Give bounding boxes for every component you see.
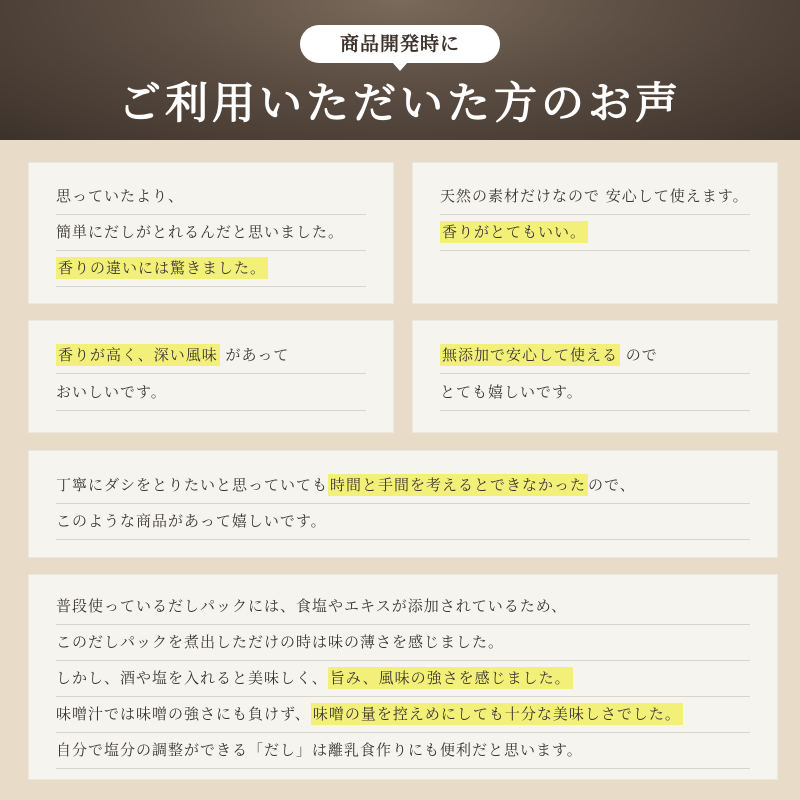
testimonial-text: 簡単にだしがとれるんだと思いました。 (56, 223, 345, 241)
testimonial-card-3 (28, 320, 394, 433)
highlighted-text: 香りの違いには驚きました。 (58, 259, 267, 277)
testimonial-text: 天然の素材だけなので 安心して使えます。 (440, 187, 749, 205)
testimonial-line (440, 178, 750, 215)
testimonial-line (56, 696, 750, 733)
testimonial-text: ので、 (588, 476, 636, 494)
testimonial-card-1 (28, 162, 394, 304)
testimonial-line (56, 588, 750, 625)
testimonial-line (56, 214, 366, 251)
testimonial-text: とても嬉しいです。 (440, 383, 583, 401)
highlighted-text: 香りがとてもいい。 (442, 223, 587, 241)
testimonial-line (56, 467, 750, 504)
testimonial-line (56, 732, 750, 769)
testimonial-line (56, 178, 366, 215)
testimonial-text: このような商品があって嬉しいです。 (56, 512, 327, 530)
page-title: ご利用いただいた方のお声 (118, 79, 682, 129)
highlighted-text: 無添加で安心して使える (442, 346, 619, 364)
testimonial-text: 味噌汁では味噌の強さにも負けず、 (56, 705, 311, 723)
testimonial-text: ので (620, 346, 658, 364)
testimonial-card-4 (412, 320, 778, 433)
highlighted-text: 旨み、風味の強さを感じました。 (329, 669, 571, 687)
header-banner (0, 0, 800, 140)
testimonial-line (440, 374, 750, 411)
header-badge: 商品開発時に (300, 25, 500, 63)
testimonial-card-6 (28, 574, 778, 780)
highlighted-text: 時間と手間を考えるとできなかった (330, 476, 587, 494)
testimonial-line (440, 337, 750, 374)
testimonial-line (56, 660, 750, 697)
testimonial-text: しかし、酒や塩を入れると美味しく、 (56, 669, 328, 687)
testimonial-text: があって (219, 346, 290, 364)
testimonial-text: 自分で塩分の調整ができる「だし」は離乳食作りにも便利だと思います。 (56, 741, 583, 759)
testimonial-text: おいしいです。 (56, 383, 167, 401)
testimonial-card-2 (412, 162, 778, 304)
testimonial-text: 普段使っているだしパックには、食塩やエキスが添加されているため、 (56, 597, 568, 615)
testimonial-text: 思っていたより、 (56, 187, 185, 205)
testimonial-line (56, 250, 366, 287)
highlighted-text: 香りが高く、深い風味 (58, 346, 218, 364)
testimonial-text: 丁寧にダシをとりたいと思っていても (56, 476, 329, 494)
testimonial-card-5 (28, 450, 778, 558)
testimonial-line (440, 214, 750, 251)
testimonial-text: このだしパックを煮出しただけの時は味の薄さを感じました。 (56, 633, 505, 651)
testimonial-line (56, 337, 366, 374)
testimonial-line (56, 503, 750, 540)
highlighted-text: 味噌の量を控えめにしても十分な美味しさでした。 (312, 705, 681, 723)
testimonial-line (56, 624, 750, 661)
testimonial-line (56, 374, 366, 411)
